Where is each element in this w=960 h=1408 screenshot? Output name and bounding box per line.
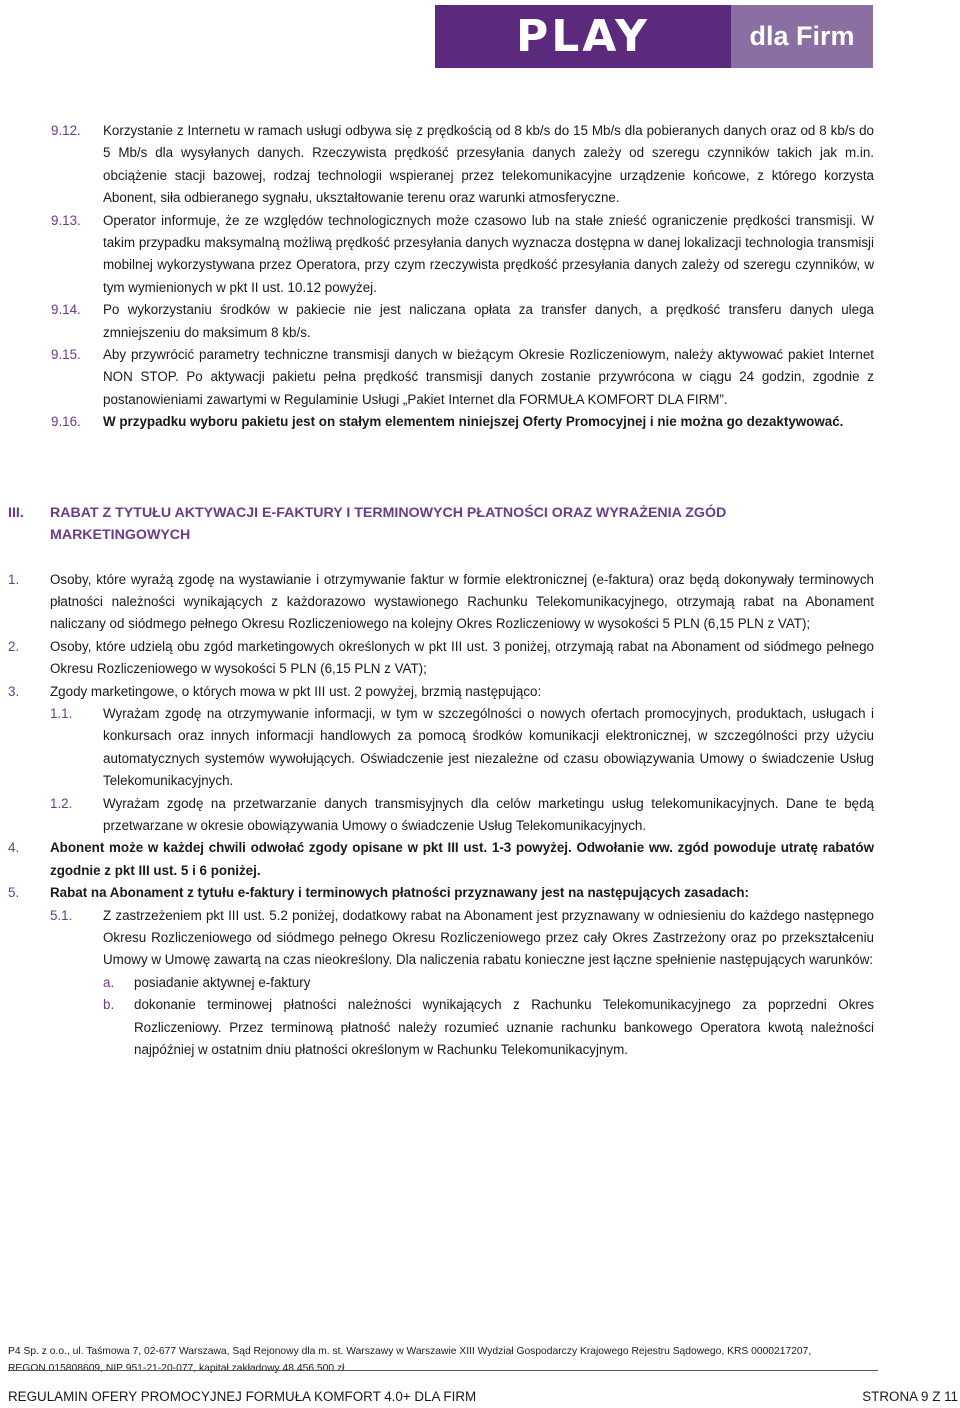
company-address <box>8 1343 878 1377</box>
point-4 <box>0 837 960 882</box>
footer-divider <box>8 1370 878 1371</box>
clause-number: 9.16. <box>51 414 81 430</box>
point-5-1-b <box>0 994 960 1061</box>
clause-number: 9.14. <box>51 302 81 318</box>
clause-number: 9.15. <box>51 347 81 363</box>
clause-text: W przypadku wyboru pakietu jest on stałym elementem niniejszej Oferty Promocyjnej i nie można go dezaktywować. <box>103 414 844 430</box>
play-logo <box>435 5 731 68</box>
point-5-1 <box>0 905 960 972</box>
clause-9-15 <box>0 344 960 411</box>
section-3-list <box>0 569 960 1062</box>
point-number: 1.1. <box>50 705 73 721</box>
address-line-1: P4 Sp. z o.o., ul. Taśmowa 7, 02-677 Warszawa, Sąd Rejonowy dla m. st. Warszawy w Warszawie XIII Wydział Gospodarczy Krajowego Rejestru Sądowego, KRS 0000217207, <box>8 1346 812 1357</box>
point-3-2 <box>0 793 960 838</box>
page-footer <box>8 1387 958 1407</box>
clause-text: Po wykorzystaniu środków w pakiecie nie jest naliczana opłata za transfer danych, a prędkość transferu danych ulega zmniejszeniu do maksimum 8 kb/s. <box>103 302 874 340</box>
document-title: REGULAMIN OFERY PROMOCYJNEJ FORMUŁA KOMFORT 4.0+ DLA FIRM <box>8 1389 477 1404</box>
clause-number: 9.13. <box>51 212 81 228</box>
point-text: dokonanie terminowej płatności należności wynikających z Rachunku Telekomunikacyjnego za poprzedni Okres Rozliczeniowy. Przez terminową płatność należy rozumieć uznanie rachunku bankowego Operatora kwotą należności najpóźniej w ostatnim dniu płatności określonym w Rachunku Telekomunikacyjnym. <box>134 997 874 1058</box>
clause-text: Korzystanie z Internetu w ramach usługi odbywa się z prędkością od 8 kb/s do 15 Mb/s dla pobieranych danych oraz od 8 kb/s do 5 Mb/s dla wysyłanych danych. Rzeczywista prędkość przesyłania danych zależy od szeregu czynników takich jak m.in. obciążenie stacji bazowej, rodzaj technologii wspieranej przez telekomunikacyjne urządzenie końcowe, z którego korzysta Abonent, siła odbieranego sygnału, ukształtowanie terenu oraz warunki atmosferyczne. <box>103 123 874 206</box>
section-title: RABAT Z TYTUŁU AKTYWACJI E-FAKTURY I TERMINOWYCH PŁATNOŚCI ORAZ WYRAŻENIA ZGÓD MARKETINGOWYCH <box>50 504 727 544</box>
point-number: 1. <box>8 571 20 587</box>
point-number: 5.1. <box>50 907 73 923</box>
point-text: Rabat na Abonament z tytułu e-faktury i terminowych płatności przyznawany jest na następujących zasadach: <box>50 885 749 901</box>
point-5-1-a <box>0 972 960 994</box>
dla-firm-text: dla Firm <box>749 21 855 51</box>
clause-number: 9.12. <box>51 123 81 138</box>
point-3-1 <box>0 703 960 793</box>
clause-9-14 <box>0 299 960 344</box>
play-logo-text: PLAY <box>516 10 650 62</box>
clause-9-13 <box>0 210 960 300</box>
point-number: 4. <box>8 840 20 856</box>
point-number: 2. <box>8 638 20 654</box>
point-text: Wyrażam zgodę na otrzymywanie informacji, w tym w szczególności o nowych ofertach promocyjnych, produktach, usługach i konkursach oraz innych informacji handlowych za pomocą środków komunikacji elektronicznej, w szczególności przy użyciu automatycznych systemów wywołujących. Oświadczenie jest niezależne od czasu obowiązywania Umowy o świadczenie Usług Telekomunikacyjnych. <box>103 705 874 789</box>
point-text: Zgody marketingowe, o których mowa w pkt III ust. 2 powyżej, brzmią następująco: <box>50 683 542 699</box>
point-text: Osoby, które wyrażą zgodę na wystawianie i otrzymywanie faktur w formie elektronicznej (e-faktura) oraz będą dokonywały terminowych płatności należności wynikających z każdorazowo wystawionego Rachunku Telekomunikacyjnego, otrzymają rabat na Abonament naliczany od siódmego pełnego Okresu Rozliczeniowego na kolejny Okres Rozliczeniowy w wysokości 5 PLN (6,15 PLN z VAT); <box>50 571 874 632</box>
point-text: Wyrażam zgodę na przetwarzanie danych transmisyjnych dla celów marketingu usług telekomunikacyjnych. Dane te będą przetwarzane w okresie obowiązywania Umowy o świadczenie Usług Telekomunikacyjnych. <box>103 795 874 833</box>
point-1 <box>0 569 960 636</box>
clause-text: Aby przywrócić parametry techniczne transmisji danych w bieżącym Okresie Rozliczeniowym, należy aktywować pakiet Internet NON STOP. Po aktywacji pakietu pełna prędkość transmisji danych zostanie przywrócona w ciągu 24 godzin, zgodnie z postanowieniami zawartymi w Regulaminie Usługi „Pakiet Internet dla FORMUŁA KOMFORT DLA FIRM”. <box>103 347 874 407</box>
section-heading <box>0 502 960 547</box>
play-dla-firm-logo <box>435 5 873 68</box>
point-letter: a. <box>103 974 115 990</box>
point-number: 1.2. <box>50 795 73 811</box>
page-number: STRONA 9 Z 11 <box>862 1389 958 1404</box>
point-text: Abonent może w każdej chwili odwołać zgody opisane w pkt III ust. 1-3 powyżej. Odwołanie ww. zgód powoduje utratę rabatów zgodnie z pkt III ust. 5 i 6 poniżej. <box>50 840 874 878</box>
point-text: Osoby, które udzielą obu zgód marketingowych określonych w pkt III ust. 3 poniżej, otrzymają rabat na Abonament od siódmego pełnego Okresu Rozliczeniowego w wysokości 5 PLN (6,15 PLN z VAT); <box>50 638 874 677</box>
point-2 <box>0 636 960 681</box>
point-5 <box>0 882 960 904</box>
point-3 <box>0 681 960 703</box>
point-text: posiadanie aktywnej e-faktury <box>134 974 311 990</box>
clause-text: Operator informuje, że ze względów technologicznych może czasowo lub na stałe znieść ograniczenie prędkości transmisji. W takim przypadku maksymalną możliwą prędkość przesyłania danych wyznacza dostępna w danej lokalizacji technologia transmisji mobilnej wykorzystywana przez Operatora, przy czym rzeczywista prędkość przesyłania danych zależy od szeregu czynników, w tym wymienionych w pkt II ust. 10.12 powyżej. <box>103 212 874 295</box>
clause-9-16 <box>0 411 960 433</box>
clause-9-12 <box>0 120 960 210</box>
point-number: 3. <box>8 683 20 699</box>
address-line-2: REGON 015808609, NIP 951-21-20-077, kapitał zakładowy 48 456 500 zł <box>8 1363 345 1374</box>
section-number: III. <box>8 504 24 521</box>
point-letter: b. <box>103 997 115 1013</box>
point-text: Z zastrzeżeniem pkt III ust. 5.2 poniżej, dodatkowy rabat na Abonament jest przyznawany w odniesieniu do każdego następnego Okresu Rozliczeniowego od siódmego pełnego Okresu Rozliczeniowego przez cały Okres Zastrzeżony oraz po przekształceniu Umowy w Umowę zawartą na czas nieokreślony. Dla naliczenia rabatu konieczne jest łączne spełnienie następujących warunków: <box>103 907 874 968</box>
dla-firm-badge <box>731 5 873 68</box>
document-body <box>0 120 960 1061</box>
point-number: 5. <box>8 885 20 901</box>
